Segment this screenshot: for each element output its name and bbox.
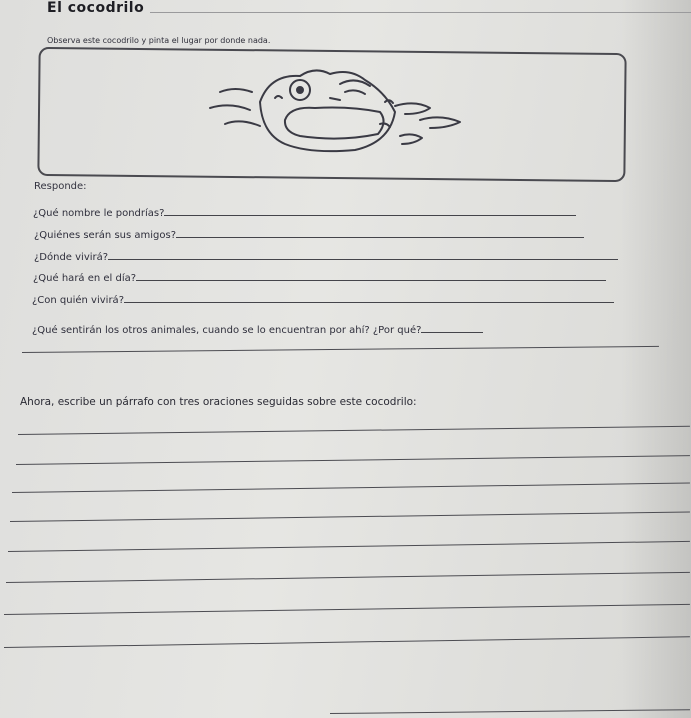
writing-line [4,604,690,615]
question-day [33,270,606,284]
question-feelings [32,322,483,336]
question-where-live [34,249,618,263]
question-text: ¿Qué nombre le pondrías? [33,208,165,219]
question-name [33,205,576,219]
writing-line [18,426,690,435]
question-text: ¿Con quién vivirá? [32,295,124,306]
page-title: El cocodrilo [47,0,145,16]
answer-blank [108,249,618,260]
writing-line [4,636,690,648]
question-friends [34,227,584,241]
answer-blank [136,270,606,281]
page-shadow [621,0,691,718]
question-text: ¿Qué hará en el día? [33,273,137,284]
writing-line [10,512,690,522]
responde-label: Responde: [34,181,87,192]
paragraph-prompt: Ahora, escribe un párrafo con tres oraciones seguidas sobre este cocodrilo: [20,396,417,408]
answer-blank [421,322,483,333]
instruction-text: Observa este cocodrilo y pinta el lugar por donde nada. [47,36,271,45]
answer-blank [164,205,576,216]
answer-line [22,346,659,353]
question-text: ¿Quiénes serán sus amigos? [34,230,177,241]
writing-line [6,572,690,583]
question-text: ¿Qué sentirán los otros animales, cuando se lo encuentran por ahí? ¿Por qué? [32,325,422,336]
writing-line [16,455,690,465]
answer-blank [176,227,584,238]
top-divider [150,12,691,13]
question-who-live [32,292,614,306]
writing-line [12,483,690,493]
writing-line [8,541,690,552]
question-text: ¿Dónde vivirá? [34,252,109,263]
crocodile-drawing-icon [190,62,480,162]
answer-blank [124,292,614,303]
